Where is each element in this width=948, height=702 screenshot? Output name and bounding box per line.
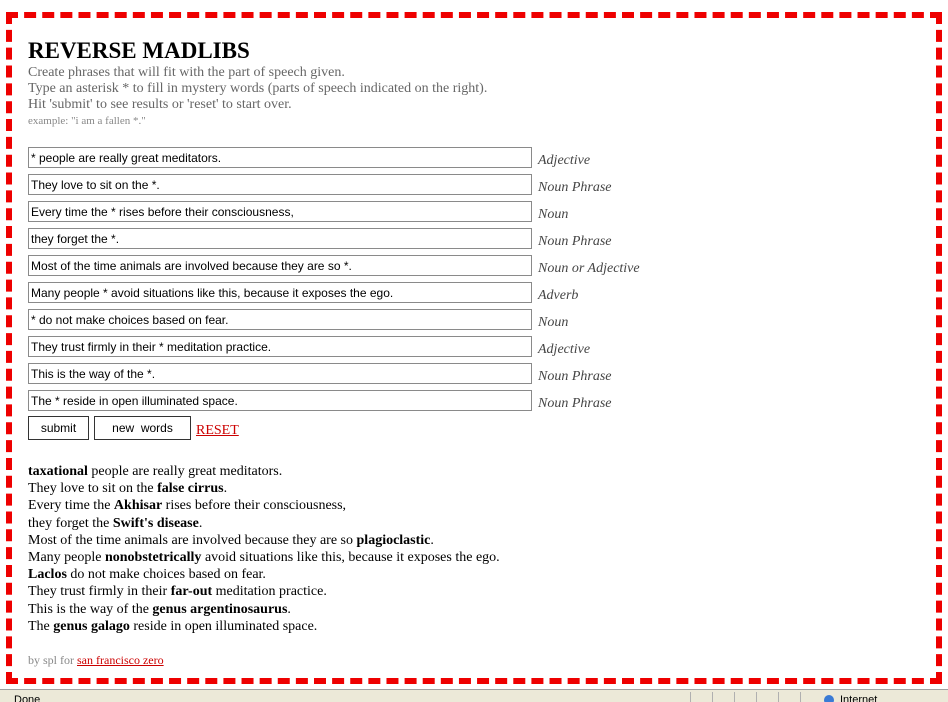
submit-button[interactable]: submit	[28, 416, 89, 440]
result-word: Laclos	[28, 567, 67, 583]
status-text: Done	[14, 694, 41, 702]
phrase-row	[28, 147, 936, 174]
result-word: taxational	[28, 464, 88, 479]
result-line: Every time the Akhisar rises before their consciousness,	[28, 498, 347, 514]
reset-link[interactable]: RESET	[196, 423, 239, 438]
phrase-input-8[interactable]	[28, 336, 532, 357]
part-of-speech-label: Noun Phrase	[538, 369, 612, 384]
result-line: This is the way of the genus argentinosaurus.	[28, 601, 291, 617]
result-line: Most of the time animals are involved because they are so plagioclastic.	[28, 532, 434, 548]
phrase-row	[28, 336, 936, 363]
phrase-row	[28, 363, 936, 390]
credit-link[interactable]: san francisco zero	[77, 653, 164, 668]
intro-line: Hit 'submit' to see results or 'reset' to start over.	[28, 97, 292, 112]
part-of-speech-label: Adjective	[538, 153, 591, 168]
part-of-speech-label: Noun	[538, 315, 569, 330]
phrase-row	[28, 309, 936, 336]
phrase-input-1[interactable]	[28, 147, 532, 168]
results	[28, 463, 936, 635]
result-line: They trust firmly in their far-out meditation practice.	[28, 584, 327, 600]
phrase-rows	[28, 147, 936, 417]
result-word: Swift's disease	[112, 515, 199, 531]
page-title: REVERSE MADLIBS	[28, 38, 250, 63]
result-line: They love to sit on the false cirrus.	[28, 481, 228, 497]
part-of-speech-label: Noun	[538, 207, 569, 222]
phrase-row	[28, 255, 936, 282]
result-word: Akhisar	[113, 498, 163, 514]
phrase-input-6[interactable]	[28, 282, 532, 303]
part-of-speech-label: Noun Phrase	[538, 180, 612, 195]
new-words-button[interactable]: new words	[94, 416, 191, 440]
phrase-input-3[interactable]	[28, 201, 532, 222]
result-word: nonobstetrically	[104, 550, 202, 566]
phrase-row	[28, 282, 936, 309]
result-word: false cirrus	[157, 481, 224, 497]
phrase-input-7[interactable]	[28, 309, 532, 330]
part-of-speech-label: Adverb	[538, 288, 579, 303]
phrase-row	[28, 390, 936, 417]
phrase-row	[28, 201, 936, 228]
result-word: far-out	[170, 584, 213, 600]
part-of-speech-label: Noun or Adjective	[538, 261, 640, 276]
phrase-row	[28, 174, 936, 201]
phrase-input-5[interactable]	[28, 255, 532, 276]
result-word: genus argentinosaurus	[152, 601, 288, 617]
result-line: Many people nonobstetrically avoid situations like this, because it exposes the ego.	[28, 550, 500, 566]
result-word: plagioclastic	[356, 532, 431, 548]
part-of-speech-label: Noun Phrase	[538, 234, 612, 249]
form-buttons	[28, 416, 936, 440]
security-zone: Internet	[840, 694, 878, 702]
example-text: example: "i am a fallen *."	[28, 115, 146, 127]
intro-line: Create phrases that will fit with the part of speech given.	[28, 65, 345, 80]
result-line: The genus galago reside in open illuminated space.	[28, 618, 318, 634]
part-of-speech-label: Noun Phrase	[538, 396, 612, 411]
dashed-frame	[6, 12, 942, 684]
phrase-input-10[interactable]	[28, 390, 532, 411]
phrase-input-4[interactable]	[28, 228, 532, 249]
result-line: they forget the Swift's disease.	[28, 515, 203, 531]
intro-line: Type an asterisk * to fill in mystery words (parts of speech indicated on the right).	[28, 81, 488, 96]
credit-prefix: by spl for	[28, 653, 77, 668]
part-of-speech-label: Adjective	[538, 342, 591, 357]
result-word: genus galago	[53, 618, 130, 634]
phrase-row	[28, 228, 936, 255]
phrase-input-9[interactable]	[28, 363, 532, 384]
result-line: taxational people are really great meditators.	[28, 464, 283, 479]
result-line: Laclos do not make choices based on fear.	[28, 567, 266, 583]
credit-line	[28, 653, 936, 668]
browser-status-bar	[0, 689, 948, 702]
phrase-input-2[interactable]	[28, 174, 532, 195]
